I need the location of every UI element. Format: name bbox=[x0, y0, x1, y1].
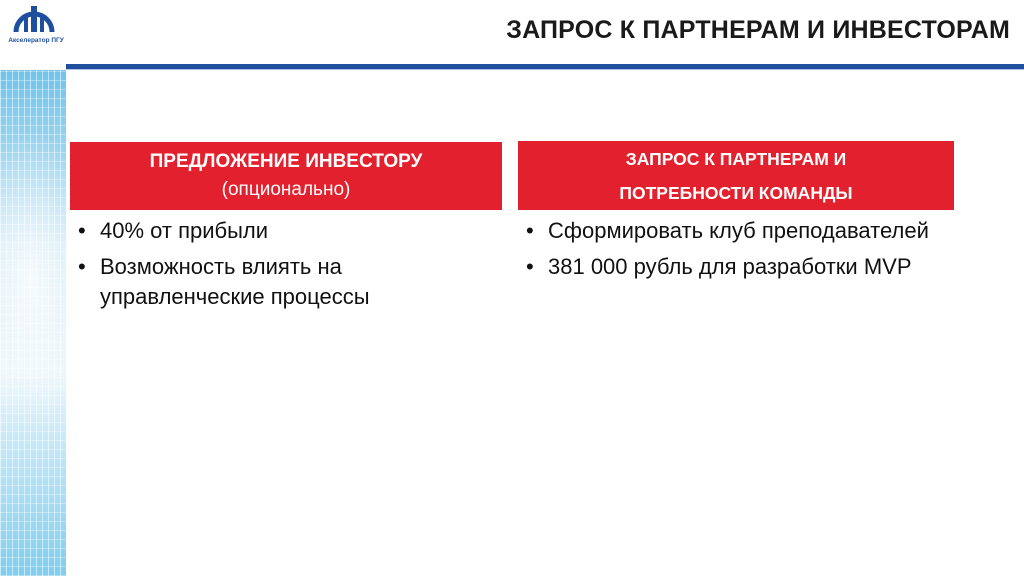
logo-emblem-icon bbox=[2, 2, 66, 38]
partner-request-heading-line2: ПОТРЕБНОСТИ КОМАНДЫ bbox=[619, 182, 853, 203]
partner-request-heading bbox=[518, 141, 954, 210]
list-item: • 40% от прибыли bbox=[72, 216, 492, 246]
title-divider-thin bbox=[66, 69, 1024, 70]
partner-request-list bbox=[520, 216, 940, 288]
list-item: • Возможность влиять на управленческие процессы bbox=[72, 252, 492, 312]
investor-offer-heading-line1: ПРЕДЛОЖЕНИЕ ИНВЕСТОРУ bbox=[149, 151, 423, 172]
partner-request-heading-line1: ЗАПРОС К ПАРТНЕРАМ И bbox=[625, 148, 847, 169]
investor-offer-heading bbox=[70, 142, 502, 210]
decorative-side-strip bbox=[0, 70, 66, 576]
list-item: • Сформировать клуб преподавателей bbox=[520, 216, 940, 246]
page-title: ЗАПРОС К ПАРТНЕРАМ И ИНВЕСТОРАМ bbox=[506, 16, 1010, 44]
accelerator-logo bbox=[2, 2, 68, 62]
logo-caption: Акселератор ПГУ bbox=[8, 37, 64, 44]
investor-offer-list bbox=[72, 216, 492, 318]
investor-offer-heading-line2: (опционально) bbox=[221, 179, 351, 200]
list-item: • 381 000 рубль для разработки MVP bbox=[520, 252, 940, 282]
